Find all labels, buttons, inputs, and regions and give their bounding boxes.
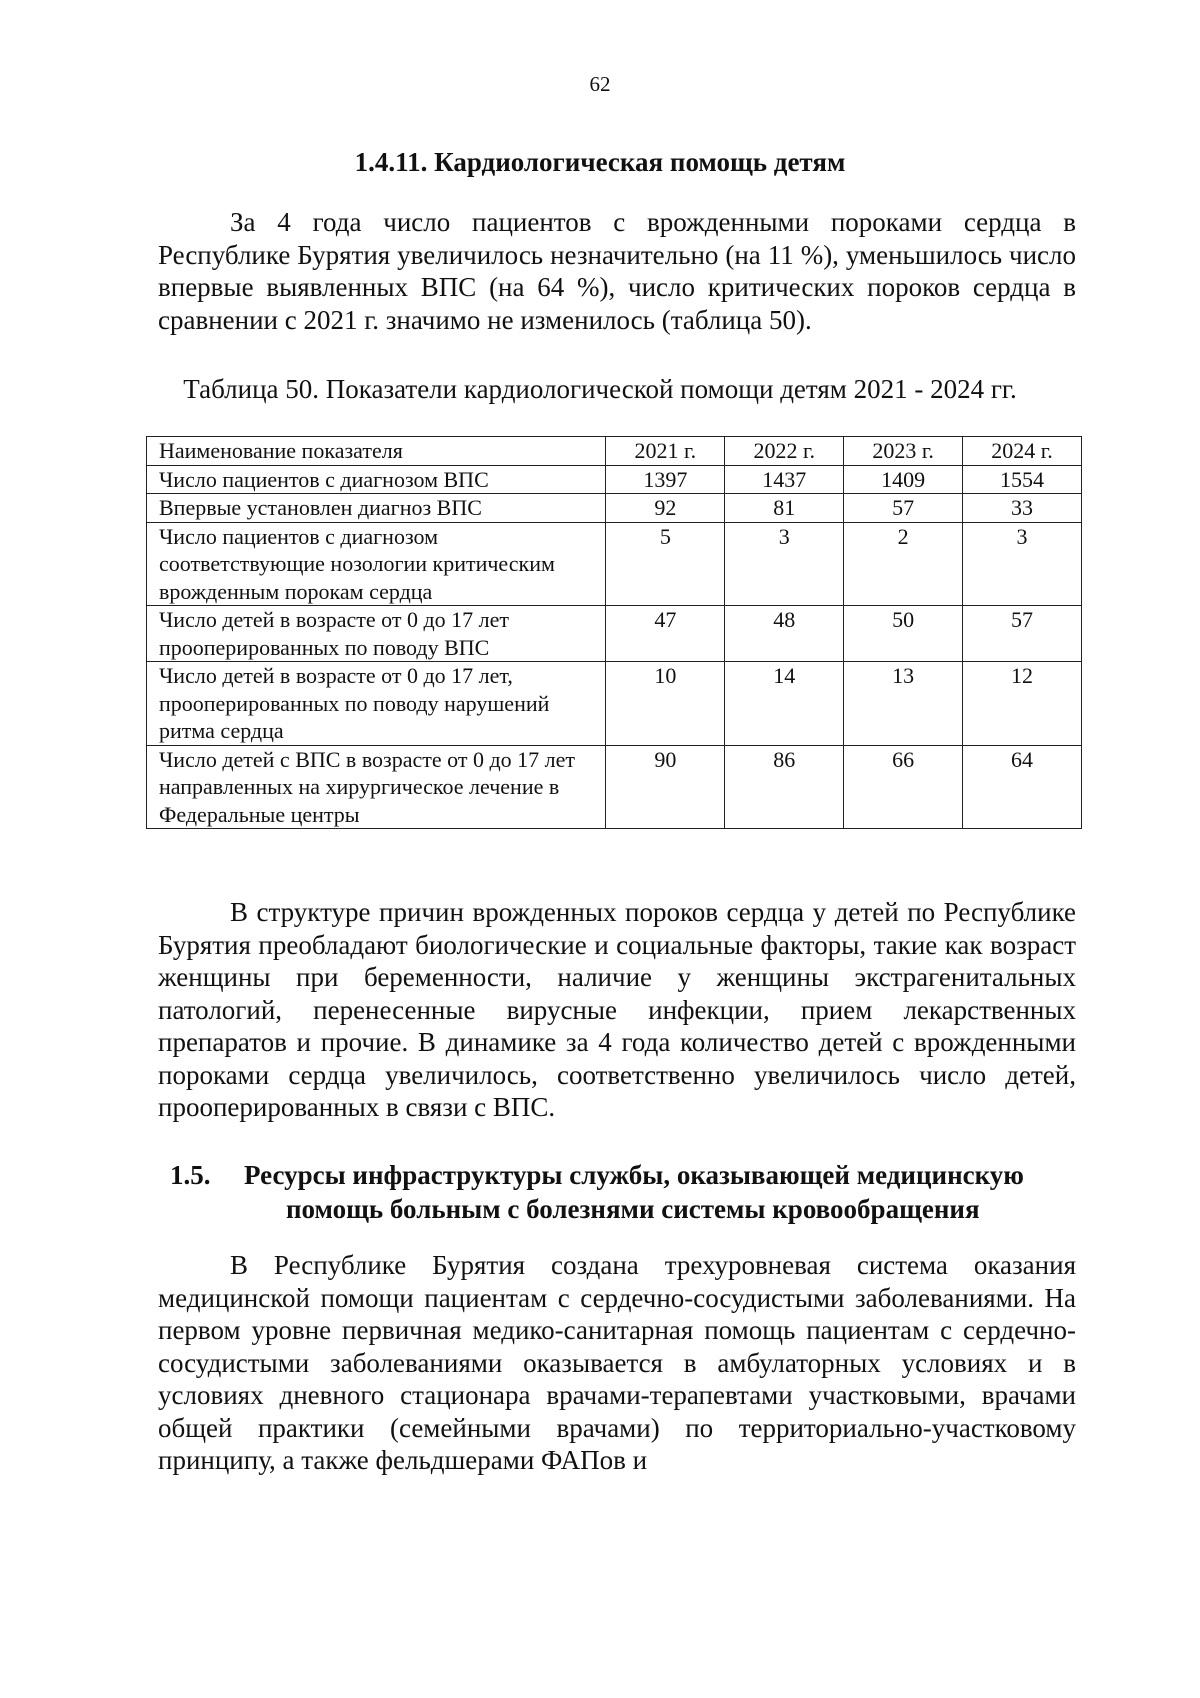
- cell-value: 3: [963, 522, 1082, 606]
- header-year-2022: 2022 г.: [725, 437, 844, 466]
- row-name: Число детей в возрасте от 0 до 17 лет, прооперированных по поводу нарушений ритма сердца: [147, 662, 606, 746]
- cell-value: 2: [844, 522, 963, 606]
- row-name: Число пациентов с диагнозом соответствующие нозологии критическим врожденным порокам сердца: [147, 522, 606, 606]
- cell-value: 13: [844, 662, 963, 746]
- section-title-line-1: Ресурсы инфраструктуры службы, оказывающей медицинскую: [244, 1160, 1024, 1190]
- cell-value: 90: [606, 745, 725, 829]
- cell-value: 47: [606, 606, 725, 662]
- cell-value: 12: [963, 662, 1082, 746]
- paragraph-three-level-system: В Республике Бурятия создана трехуровневая система оказания медицинской помощи пациентам с сердечно-сосудистыми заболеваниями. На первом уровне первичная медико-санитарная помощь пациентам с сердечно-сосудистыми заболеваниями оказывается в амбулаторных условиях и в условиях дневного стационара врачами-терапевтами участковыми, врачами общей практики (семейными врачами) по территориально-участковому принципу, а также фельдшерами ФАПов и: [158, 1250, 1076, 1475]
- table-header-row: [147, 437, 1082, 466]
- cell-value: 3: [725, 522, 844, 606]
- row-name: Впервые установлен диагноз ВПС: [147, 494, 606, 523]
- header-indicator-name: Наименование показателя: [147, 437, 606, 466]
- cell-value: 57: [844, 494, 963, 523]
- header-year-2021: 2021 г.: [606, 437, 725, 466]
- table-row: [147, 662, 1082, 746]
- section-title-line-2: помощь больным с болезнями системы кровообращения: [286, 1194, 980, 1224]
- row-name: Число пациентов с диагнозом ВПС: [147, 465, 606, 494]
- table-row: [147, 745, 1082, 829]
- section-number: 1.5.: [170, 1160, 211, 1190]
- cell-value: 14: [725, 662, 844, 746]
- table-row: [147, 465, 1082, 494]
- paragraph-intro: За 4 года число пациентов с врожденными пороками сердца в Республике Бурятия увеличилось незначительно (на 11 %), уменьшилось число впервые выявленных ВПС (на 64 %), число критических пороков сердца в сравнении с 2021 г. значимо не изменилось (таблица 50).: [158, 207, 1076, 335]
- cell-value: 92: [606, 494, 725, 523]
- cell-value: 66: [844, 745, 963, 829]
- row-name: Число детей с ВПС в возрасте от 0 до 17 лет направленных на хирургическое лечение в Федеральные центры: [147, 745, 606, 829]
- indicators-table: [146, 436, 1082, 829]
- table-row: [147, 494, 1082, 523]
- cell-value: 1437: [725, 465, 844, 494]
- cell-value: 1554: [963, 465, 1082, 494]
- cell-value: 86: [725, 745, 844, 829]
- cell-value: 64: [963, 745, 1082, 829]
- paragraph-causes: В структуре причин врожденных пороков сердца у детей по Республике Бурятия преобладают биологические и социальные факторы, такие как возраст женщины при беременности, наличие у женщины экстрагенитальных патологий, перенесенные вирусные инфекции, прием лекарственных препаратов и прочие. В динамике за 4 года количество детей с врожденными пороками сердца увеличилось, соответственно увеличилось число детей, прооперированных в связи с ВПС.: [158, 897, 1076, 1122]
- cell-value: 1409: [844, 465, 963, 494]
- header-year-2024: 2024 г.: [963, 437, 1082, 466]
- table-row: [147, 522, 1082, 606]
- section-heading-1-4-11: 1.4.11. Кардиологическая помощь детям: [354, 147, 846, 177]
- cell-value: 81: [725, 494, 844, 523]
- page-number: 62: [589, 72, 611, 96]
- cell-value: 5: [606, 522, 725, 606]
- cell-value: 57: [963, 606, 1082, 662]
- header-year-2023: 2023 г.: [844, 437, 963, 466]
- cell-value: 10: [606, 662, 725, 746]
- cell-value: 48: [725, 606, 844, 662]
- row-name: Число детей в возрасте от 0 до 17 лет прооперированных по поводу ВПС: [147, 606, 606, 662]
- cell-value: 33: [963, 494, 1082, 523]
- table-row: [147, 606, 1082, 662]
- table-caption: Таблица 50. Показатели кардиологической помощи детям 2021 - 2024 гг.: [183, 374, 1017, 404]
- cell-value: 1397: [606, 465, 725, 494]
- cell-value: 50: [844, 606, 963, 662]
